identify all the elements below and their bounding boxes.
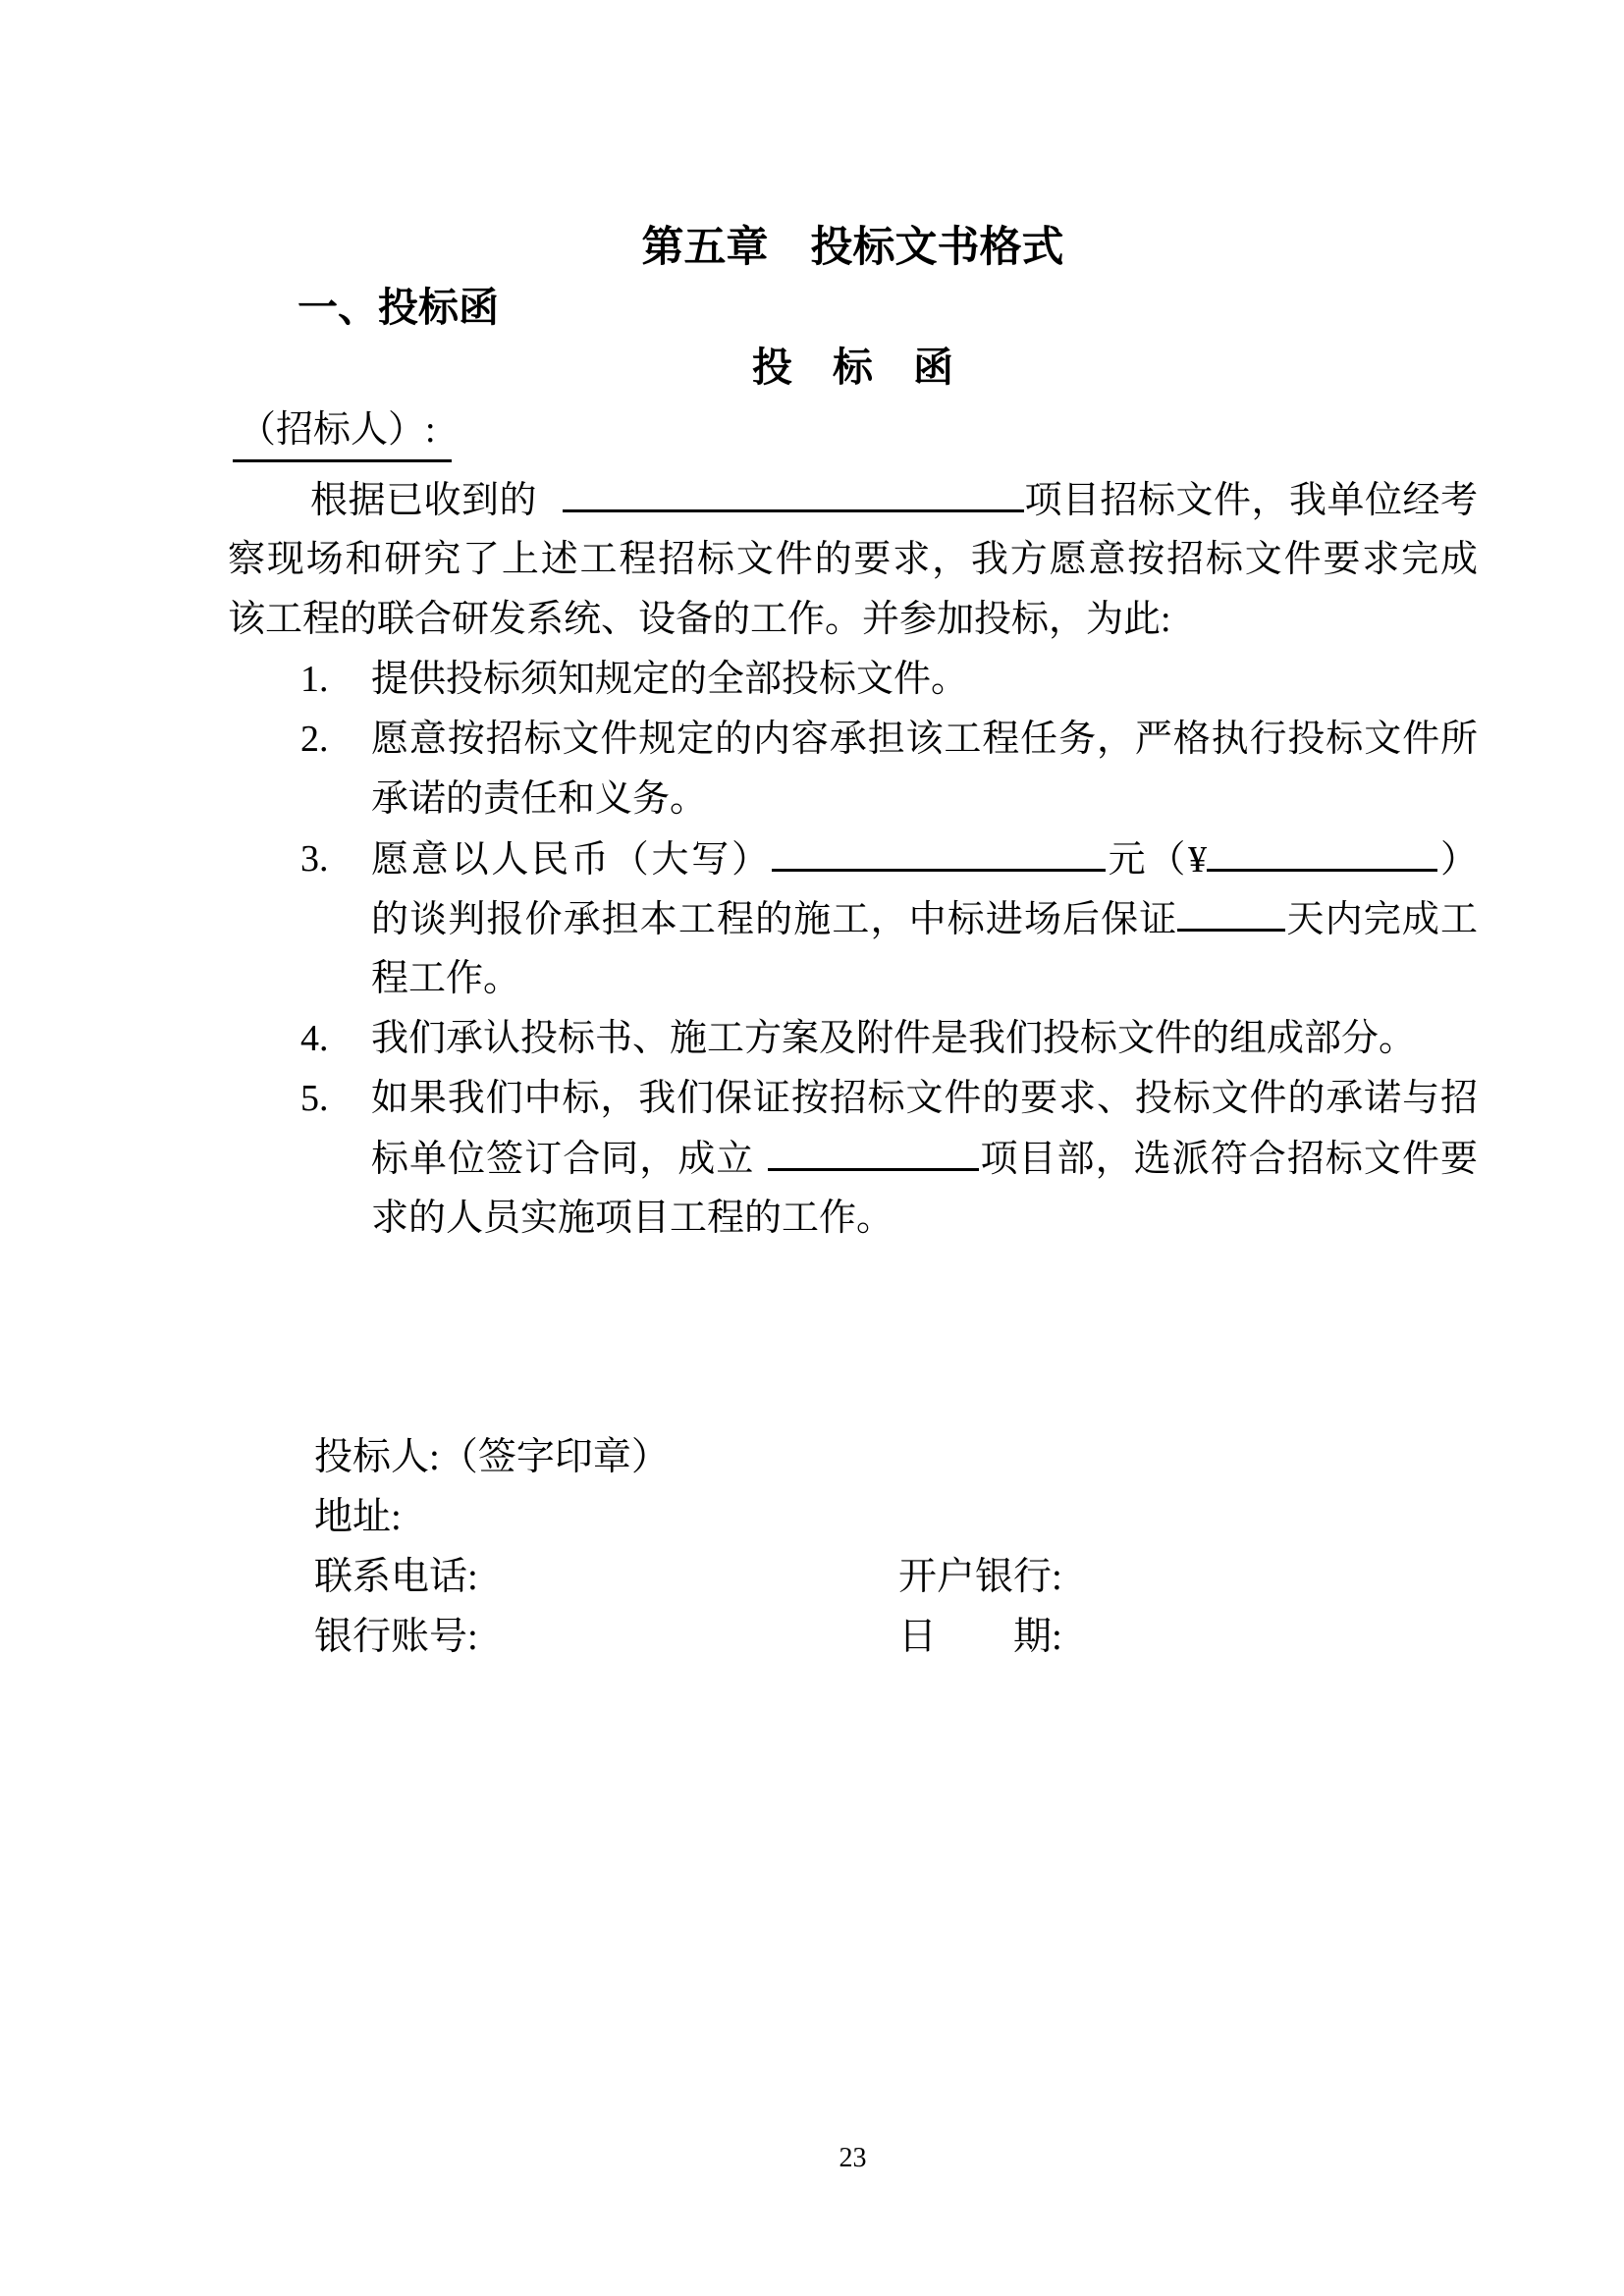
item-3-close-paren: ）	[1437, 839, 1478, 881]
item-2-number: 2.	[300, 719, 329, 760]
fill-in-blank-amount-figures	[1207, 829, 1437, 872]
list-item-4	[228, 1009, 1478, 1069]
list-item-1	[228, 650, 1478, 710]
item-5-line-1: 如果我们中标，我们保证按招标文件的要求、投标文件的承诺与招	[371, 1078, 1478, 1119]
item-5-number: 5.	[300, 1078, 329, 1119]
item-1-line-1: 提供投标须知规定的全部投标文件。	[371, 659, 969, 700]
item-5-line-3: 求的人员实施项目工程的工作。	[371, 1198, 894, 1239]
item-3-line-3: 程工作。	[371, 958, 521, 999]
item-1-number: 1.	[300, 659, 329, 700]
item-5-line-2	[371, 1129, 1478, 1189]
item-3-line-1	[371, 829, 1478, 889]
fill-in-blank-days	[1177, 889, 1285, 932]
item-3-number: 3.	[300, 838, 329, 880]
signature-phone-bank-row	[314, 1547, 1483, 1607]
list-item-2	[228, 710, 1478, 829]
salutation-underlined-text: （招标人）:	[233, 408, 452, 462]
item-3-yuan-symbol: 元（¥	[1105, 839, 1208, 881]
item-4-line-1: 我们承认投标书、施工方案及附件是我们投标文件的组成部分。	[371, 1018, 1417, 1059]
item-2-line-1: 愿意按招标文件规定的内容承担该工程任务，严格执行投标文件所	[371, 719, 1478, 760]
signature-address-row	[314, 1487, 1483, 1547]
list-item-5	[228, 1069, 1478, 1249]
intro-line-1-pre: 根据已收到的	[310, 480, 537, 521]
signature-account-date-row	[314, 1607, 1483, 1667]
section-heading: 一、投标函	[298, 285, 499, 330]
intro-line-1	[228, 470, 1478, 530]
numbered-list	[228, 650, 1478, 1249]
letter-title: 投 标 函	[752, 345, 953, 390]
date-label: 日 期:	[898, 1616, 1062, 1658]
bank-label: 开户银行:	[898, 1556, 1062, 1598]
item-3-amount-label: 愿意以人民币（大写）	[371, 839, 772, 881]
item-5-line-2-pre: 标单位签订合同，成立	[371, 1139, 755, 1180]
item-3-line-2-post: 天内完成工	[1285, 899, 1478, 940]
intro-line-1-post: 项目招标文件，我单位经考	[1024, 480, 1478, 521]
item-3-line-2	[371, 889, 1478, 949]
salutation-line	[233, 408, 452, 462]
item-2-line-2: 承诺的责任和义务。	[371, 778, 708, 820]
item-5-line-2-post: 项目部，选派符合招标文件要	[979, 1139, 1478, 1180]
signature-bidder-row	[314, 1427, 1483, 1487]
intro-paragraph	[228, 470, 1478, 650]
intro-line-2: 察现场和研究了上述工程招标文件的要求，我方愿意按招标文件要求完成	[228, 539, 1478, 580]
fill-in-blank-project-name	[563, 470, 1024, 512]
signature-block	[314, 1427, 1483, 1667]
page-number: 23	[839, 2143, 867, 2173]
account-label: 银行账号:	[314, 1616, 478, 1658]
list-item-3	[228, 829, 1478, 1009]
chapter-title: 第五章 投标文书格式	[641, 225, 1064, 271]
item-3-line-2-pre: 的谈判报价承担本工程的施工，中标进场后保证	[371, 899, 1178, 940]
fill-in-blank-project-dept	[768, 1129, 979, 1171]
item-4-number: 4.	[300, 1018, 329, 1059]
phone-label: 联系电话:	[314, 1556, 478, 1598]
bidder-label: 投标人:（签字印章）	[314, 1436, 670, 1478]
address-label: 地址:	[314, 1496, 402, 1538]
fill-in-blank-amount-words	[772, 829, 1106, 872]
intro-line-3: 该工程的联合研发系统、设备的工作。并参加投标，为此:	[228, 599, 1171, 640]
